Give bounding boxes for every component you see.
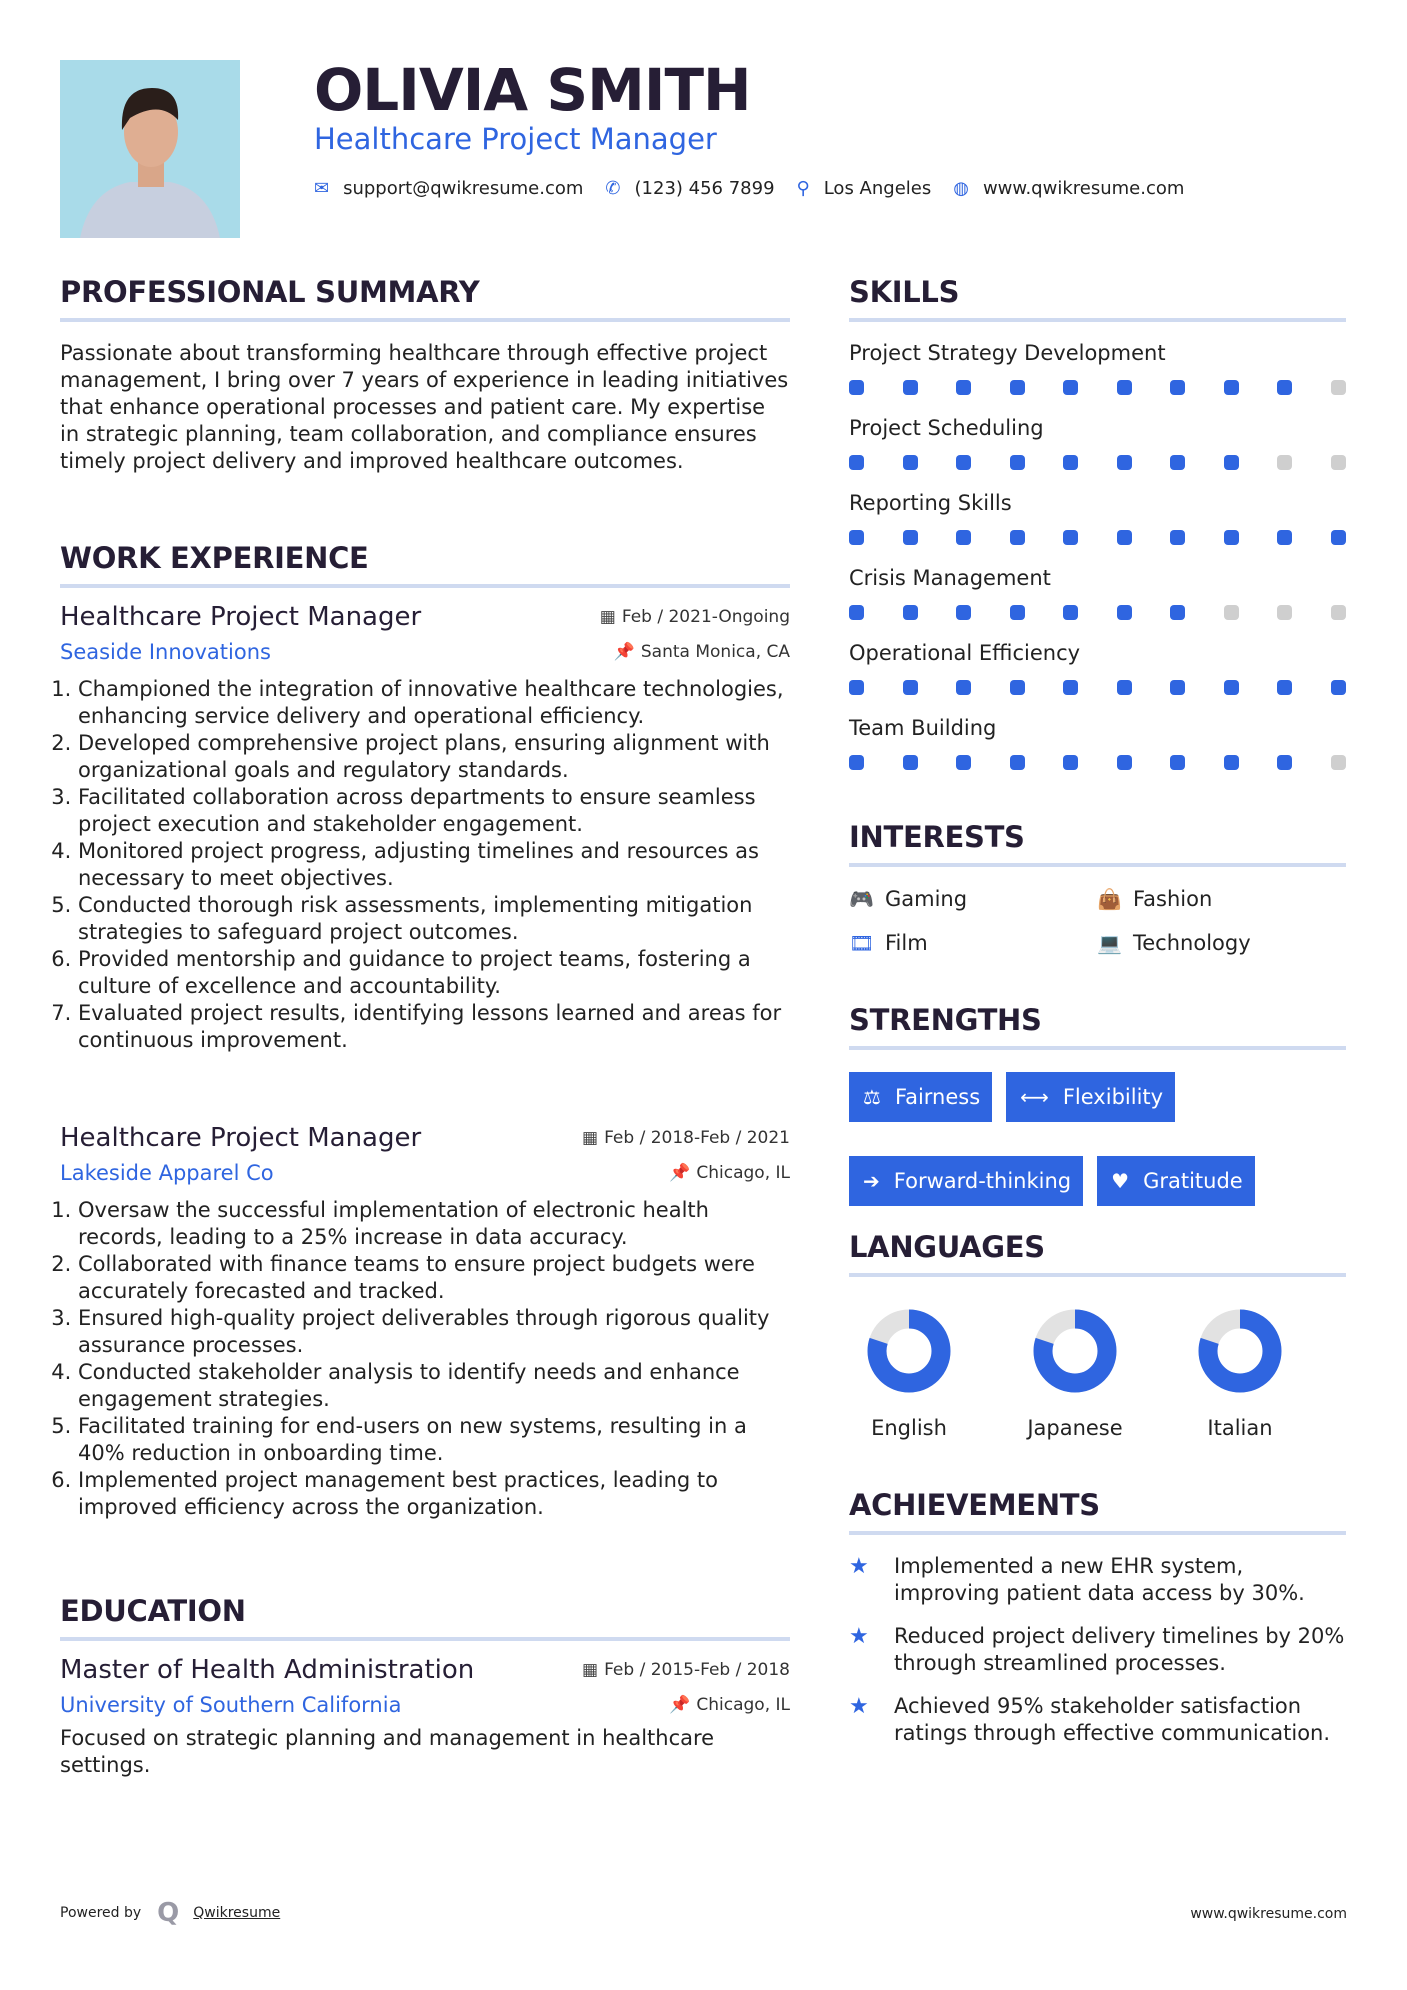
skill-rating — [849, 680, 1346, 695]
rating-dot-filled — [956, 455, 971, 470]
rating-dot-filled — [1063, 755, 1078, 770]
job-bullets — [60, 676, 790, 1054]
calendar-icon: ▦ — [582, 1128, 599, 1148]
rating-dot-filled — [1117, 530, 1132, 545]
rating-dot-filled — [903, 455, 918, 470]
language-name: Italian — [1207, 1416, 1273, 1440]
skill-row — [849, 563, 1346, 638]
skill-rating — [849, 755, 1346, 770]
divider — [849, 1531, 1346, 1535]
rating-dot-filled — [1224, 455, 1239, 470]
language-item — [1160, 1308, 1320, 1440]
rating-dot-filled — [1117, 680, 1132, 695]
skill-name: Crisis Management — [849, 566, 1051, 590]
contact-0[interactable]: support@qwikresume.com — [343, 178, 584, 199]
strength-label: Fairness — [894, 1085, 981, 1109]
divider — [60, 1637, 790, 1641]
map-marker-icon: ⚲ — [796, 178, 810, 199]
rating-dot-filled — [1224, 680, 1239, 695]
rating-dot-filled — [1063, 380, 1078, 395]
rating-dot-filled — [1063, 530, 1078, 545]
job-bullets — [60, 1197, 790, 1521]
rating-dot-filled — [1117, 605, 1132, 620]
rating-dot-filled — [1277, 755, 1292, 770]
rating-dot-filled — [1010, 680, 1025, 695]
rating-dot-filled — [1010, 530, 1025, 545]
job-header-row — [60, 602, 790, 632]
strength-tag — [1006, 1072, 1175, 1122]
rating-dot-filled — [849, 680, 864, 695]
language-item — [829, 1308, 989, 1440]
job-location — [614, 642, 790, 662]
language-name: English — [871, 1416, 947, 1440]
qwikresume-logo-icon: Q — [157, 1898, 180, 1928]
job-header-row — [60, 1123, 790, 1153]
phone-icon: ✆ — [605, 178, 621, 199]
section-heading: STRENGTHS — [849, 1003, 1042, 1037]
company-name: Lakeside Apparel Co — [60, 1161, 274, 1185]
skill-row — [849, 413, 1346, 488]
achievement-text: Achieved 95% stakeholder satisfaction ratings through effective communication. — [894, 1694, 1331, 1745]
skill-name: Operational Efficiency — [849, 641, 1081, 665]
skill-name: Team Building — [849, 716, 997, 740]
star-icon: ★ — [849, 1694, 869, 1719]
divider — [849, 318, 1346, 322]
strength-tag — [849, 1156, 1083, 1206]
rating-dot-filled — [956, 680, 971, 695]
footer-left — [60, 1898, 280, 1928]
strength-tag — [1097, 1156, 1255, 1206]
section-heading: ACHIEVEMENTS — [849, 1488, 1100, 1522]
laptop-icon: 💻 — [1097, 931, 1122, 955]
job-title: Healthcare Project Manager — [60, 602, 422, 632]
strength-tag — [849, 1072, 992, 1122]
rating-dot-filled — [1010, 755, 1025, 770]
star-icon: ★ — [849, 1554, 869, 1579]
arrows-horizontal-icon: ⟷ — [1020, 1085, 1049, 1109]
contact-3[interactable]: www.qwikresume.com — [982, 178, 1185, 199]
rating-dot-filled — [903, 605, 918, 620]
school-name: University of Southern California — [60, 1693, 402, 1717]
divider — [60, 318, 790, 322]
bullet-item: 3. Facilitated collaboration across departments to ensure seamless project execution and stakeholder engagement. — [78, 784, 790, 838]
job-location-text: Chicago, IL — [696, 1163, 790, 1183]
rating-dot-filled — [903, 755, 918, 770]
bullet-item: 4. Monitored project progress, adjusting timelines and resources as necessary to meet objectives. — [78, 838, 790, 892]
interest-label: Fashion — [1133, 887, 1213, 911]
section-heading: INTERESTS — [849, 820, 1025, 854]
rating-dot-filled — [1063, 605, 1078, 620]
rating-dot-filled — [1010, 605, 1025, 620]
interest-label: Technology — [1133, 931, 1251, 955]
bullet-item: 2. Collaborated with finance teams to ensure project budgets were accurately forecasted and tracked. — [78, 1251, 790, 1305]
rating-dot-filled — [903, 380, 918, 395]
envelope-icon: ✉ — [314, 178, 330, 199]
skill-name: Reporting Skills — [849, 491, 1012, 515]
rating-dot-filled — [1170, 455, 1185, 470]
gamepad-icon: 🎮 — [849, 887, 874, 911]
rating-dot-filled — [1224, 530, 1239, 545]
bullet-item: 5. Facilitated training for end-users on new systems, resulting in a 40% reduction in onboarding time. — [78, 1413, 790, 1467]
skill-row — [849, 713, 1346, 788]
education-location: Chicago, IL — [696, 1695, 790, 1715]
summary-text: Passionate about transforming healthcare through effective project management, I bring over 7 years of experience in leading initiatives that enhance operational processes and patient care. My expertise in strategic planning, team collaboration, and compliance ensures timely project delivery and improved healthcare outcomes. — [60, 341, 789, 473]
experience-section — [60, 538, 790, 588]
interest-item — [1097, 887, 1345, 911]
job-entry — [60, 1123, 790, 1521]
skill-row — [849, 488, 1346, 563]
balance-scale-icon: ⚖ — [863, 1085, 881, 1109]
rating-dot-filled — [849, 605, 864, 620]
rating-dot-filled — [1170, 530, 1185, 545]
language-donut — [1197, 1308, 1283, 1394]
rating-dot-empty — [1224, 605, 1239, 620]
rating-dot-filled — [849, 755, 864, 770]
contact-1[interactable]: (123) 456 7899 — [634, 178, 775, 199]
rating-dot-filled — [1224, 380, 1239, 395]
bullet-item: 6. Provided mentorship and guidance to project teams, fostering a culture of excellence and accountability. — [78, 946, 790, 1000]
company-name: Seaside Innovations — [60, 640, 271, 664]
job-location — [669, 1163, 790, 1183]
bullet-item: 2. Developed comprehensive project plans, ensuring alignment with organizational goals and regulatory standards. — [78, 730, 790, 784]
divider — [849, 1273, 1346, 1277]
interest-label: Film — [885, 931, 928, 955]
bullet-item: 7. Evaluated project results, identifying lessons learned and areas for continuous improvement. — [78, 1000, 790, 1054]
skill-row — [849, 338, 1346, 413]
rating-dot-filled — [1117, 755, 1132, 770]
rating-dot-filled — [1277, 530, 1292, 545]
pin-icon: 📌 — [613, 642, 635, 662]
footer-url[interactable]: www.qwikresume.com — [1190, 1906, 1347, 1922]
achievement-item — [849, 1623, 1346, 1677]
interests-section — [849, 817, 1346, 955]
job-date-text: Feb / 2021-Ongoing — [621, 607, 790, 627]
rating-dot-filled — [1063, 680, 1078, 695]
job-date — [600, 607, 790, 627]
skills-section — [849, 272, 1346, 788]
rating-dot-filled — [956, 605, 971, 620]
pin-icon: 📌 — [669, 1163, 691, 1183]
section-heading: WORK EXPERIENCE — [60, 541, 369, 575]
rating-dot-filled — [1331, 680, 1346, 695]
rating-dot-filled — [903, 680, 918, 695]
rating-dot-filled — [1010, 380, 1025, 395]
job-entry — [60, 602, 790, 1054]
education-description: Focused on strategic planning and management in healthcare settings. — [60, 1726, 715, 1777]
rating-dot-filled — [849, 380, 864, 395]
interest-label: Gaming — [885, 887, 968, 911]
skill-rating — [849, 380, 1346, 395]
calendar-icon: ▦ — [599, 607, 616, 627]
skill-name: Project Strategy Development — [849, 341, 1166, 365]
skill-rating — [849, 455, 1346, 470]
strength-label: Flexibility — [1062, 1085, 1164, 1109]
rating-dot-empty — [1277, 455, 1292, 470]
section-heading: SKILLS — [849, 275, 960, 309]
divider — [849, 863, 1346, 867]
star-icon: ★ — [849, 1624, 869, 1649]
achievement-text: Implemented a new EHR system, improving patient data access by 30%. — [894, 1554, 1305, 1605]
globe-icon: ◍ — [953, 178, 969, 199]
section-heading: EDUCATION — [60, 1594, 246, 1628]
rating-dot-filled — [1170, 605, 1185, 620]
rating-dot-empty — [1331, 380, 1346, 395]
rating-dot-filled — [1170, 380, 1185, 395]
profile-photo — [60, 60, 240, 238]
education-section — [60, 1591, 790, 1779]
strength-label: Gratitude — [1143, 1169, 1243, 1193]
shopping-bag-icon: 👜 — [1097, 887, 1122, 911]
rating-dot-filled — [1117, 380, 1132, 395]
divider — [849, 1046, 1346, 1050]
languages-section — [849, 1227, 1346, 1457]
strengths-section — [849, 1000, 1346, 1206]
language-donut — [1032, 1308, 1118, 1394]
bullet-item: 1. Championed the integration of innovative healthcare technologies, enhancing service delivery and operational efficiency. — [78, 676, 790, 730]
powered-by-label: Powered by — [60, 1905, 142, 1921]
pin-icon: 📌 — [669, 1695, 691, 1715]
language-name: Japanese — [1027, 1416, 1123, 1440]
calendar-icon: ▦ — [582, 1660, 599, 1680]
bullet-item: 6. Implemented project management best practices, leading to improved efficiency across the organization. — [78, 1467, 790, 1521]
job-date-text: Feb / 2018-Feb / 2021 — [604, 1128, 790, 1148]
summary-section — [60, 272, 790, 475]
skill-rating — [849, 530, 1346, 545]
rating-dot-empty — [1331, 455, 1346, 470]
rating-dot-filled — [1170, 680, 1185, 695]
degree-title: Master of Health Administration — [60, 1655, 475, 1685]
skill-rating — [849, 605, 1346, 620]
rating-dot-filled — [1277, 680, 1292, 695]
interest-item — [1097, 931, 1345, 955]
rating-dot-filled — [849, 455, 864, 470]
candidate-title: Healthcare Project Manager — [314, 122, 717, 156]
divider — [60, 584, 790, 588]
brand-link[interactable]: Qwikresume — [193, 1905, 281, 1921]
job-title: Healthcare Project Manager — [60, 1123, 422, 1153]
contact-2: Los Angeles — [823, 178, 932, 199]
rating-dot-filled — [956, 380, 971, 395]
rating-dot-filled — [1170, 755, 1185, 770]
strength-label: Forward-thinking — [893, 1169, 1072, 1193]
rating-dot-filled — [849, 530, 864, 545]
rating-dot-filled — [903, 530, 918, 545]
bullet-item: 5. Conducted thorough risk assessments, implementing mitigation strategies to safeguard project outcomes. — [78, 892, 790, 946]
bullet-item: 3. Ensured high-quality project deliverables through rigorous quality assurance processes. — [78, 1305, 790, 1359]
rating-dot-empty — [1277, 605, 1292, 620]
rating-dot-filled — [956, 530, 971, 545]
rating-dot-filled — [956, 755, 971, 770]
interest-item — [849, 931, 1097, 955]
section-heading: LANGUAGES — [849, 1230, 1045, 1264]
rating-dot-filled — [1277, 380, 1292, 395]
interest-item — [849, 887, 1097, 911]
rating-dot-filled — [1331, 530, 1346, 545]
arrow-right-icon: ➔ — [863, 1169, 880, 1193]
rating-dot-filled — [1224, 755, 1239, 770]
achievement-text: Reduced project delivery timelines by 20% through streamlined processes. — [894, 1624, 1345, 1675]
rating-dot-filled — [1117, 455, 1132, 470]
rating-dot-filled — [1010, 455, 1025, 470]
bullet-item: 1. Oversaw the successful implementation of electronic health records, leading to a 25% increase in data accuracy. — [78, 1197, 790, 1251]
rating-dot-empty — [1331, 755, 1346, 770]
heart-icon: ♥ — [1111, 1169, 1130, 1193]
section-heading: PROFESSIONAL SUMMARY — [60, 275, 480, 309]
bullet-item: 4. Conducted stakeholder analysis to identify needs and enhance engagement strategies. — [78, 1359, 790, 1413]
film-icon: 🎞 — [849, 931, 875, 955]
rating-dot-empty — [1331, 605, 1346, 620]
rating-dot-filled — [1063, 455, 1078, 470]
skill-row — [849, 638, 1346, 713]
language-donut — [866, 1308, 952, 1394]
candidate-name: OLIVIA SMITH — [314, 56, 751, 124]
job-location-text: Santa Monica, CA — [640, 642, 790, 662]
language-item — [995, 1308, 1155, 1440]
achievements-section — [849, 1485, 1346, 1763]
skill-name: Project Scheduling — [849, 416, 1044, 440]
job-company-row — [60, 1161, 790, 1185]
achievement-item — [849, 1693, 1346, 1747]
job-company-row — [60, 640, 790, 664]
contact-bar — [314, 178, 1206, 199]
achievement-item — [849, 1553, 1346, 1607]
education-date: Feb / 2015-Feb / 2018 — [604, 1660, 790, 1680]
job-date — [582, 1128, 790, 1148]
